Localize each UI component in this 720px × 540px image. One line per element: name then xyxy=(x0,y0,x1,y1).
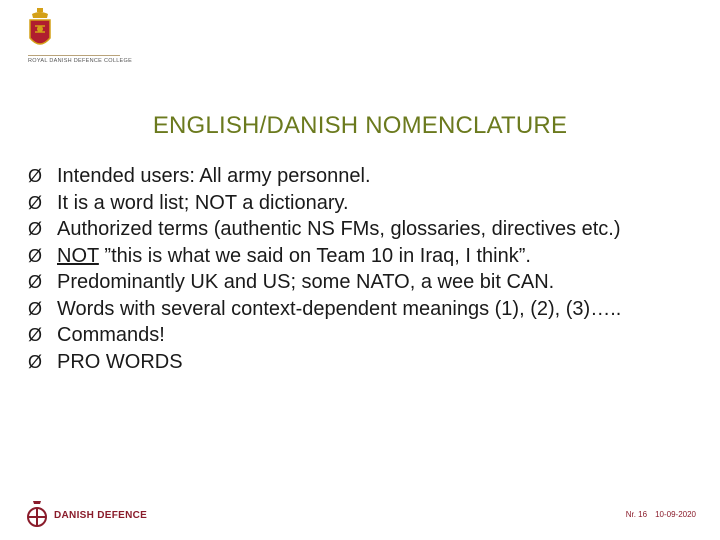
list-item xyxy=(28,269,708,296)
page-title: ENGLISH/DANISH NOMENCLATURE xyxy=(152,112,568,139)
arrow-bullet-icon: Ø xyxy=(28,298,43,319)
slide-date: 10-09-2020 xyxy=(655,510,696,519)
list-item xyxy=(28,296,708,323)
list-item xyxy=(28,216,708,243)
bullet-list xyxy=(28,163,708,375)
bullet-text: Commands! xyxy=(57,324,165,346)
bullet-underlined-text: NOT xyxy=(57,244,99,267)
arrow-bullet-icon: Ø xyxy=(28,351,43,372)
slide-number: Nr. 16 xyxy=(625,510,648,519)
divider xyxy=(28,55,120,56)
arrow-bullet-icon: Ø xyxy=(28,325,43,345)
bullet-text: ”this is what we said on Team 10 in Iraq, I think”. xyxy=(98,244,531,267)
slide-meta xyxy=(626,510,696,519)
list-item xyxy=(28,349,708,376)
college-logo xyxy=(24,8,133,66)
arrow-bullet-icon: Ø xyxy=(28,245,43,266)
arrow-bullet-icon: Ø xyxy=(28,272,43,292)
bullet-text: Authorized terms (authentic NS FMs, glossaries, directives etc.) xyxy=(57,218,621,240)
list-item xyxy=(28,190,708,217)
list-item xyxy=(28,163,708,190)
bullet-text: PRO WORDS xyxy=(57,350,183,373)
arrow-bullet-icon: Ø xyxy=(28,192,43,213)
list-item xyxy=(28,322,708,349)
bullet-text: Intended users: All army personnel. xyxy=(57,165,371,187)
bullet-text: Words with several context-dependent meanings (1), (2), (3)….. xyxy=(57,297,622,320)
brand-name: DANISH DEFENCE xyxy=(54,510,148,521)
danish-defence-logo xyxy=(26,500,186,530)
crest-icon xyxy=(26,8,54,52)
arrow-bullet-icon: Ø xyxy=(28,219,43,239)
arrow-bullet-icon: Ø xyxy=(28,166,43,186)
college-name: ROYAL DANISH DEFENCE COLLEGE xyxy=(28,58,133,64)
list-item xyxy=(28,243,708,270)
bullet-text: It is a word list; NOT a dictionary. xyxy=(57,191,349,214)
bullet-text: Predominantly UK and US; some NATO, a wee bit CAN. xyxy=(57,271,555,293)
emblem-icon xyxy=(26,500,48,530)
